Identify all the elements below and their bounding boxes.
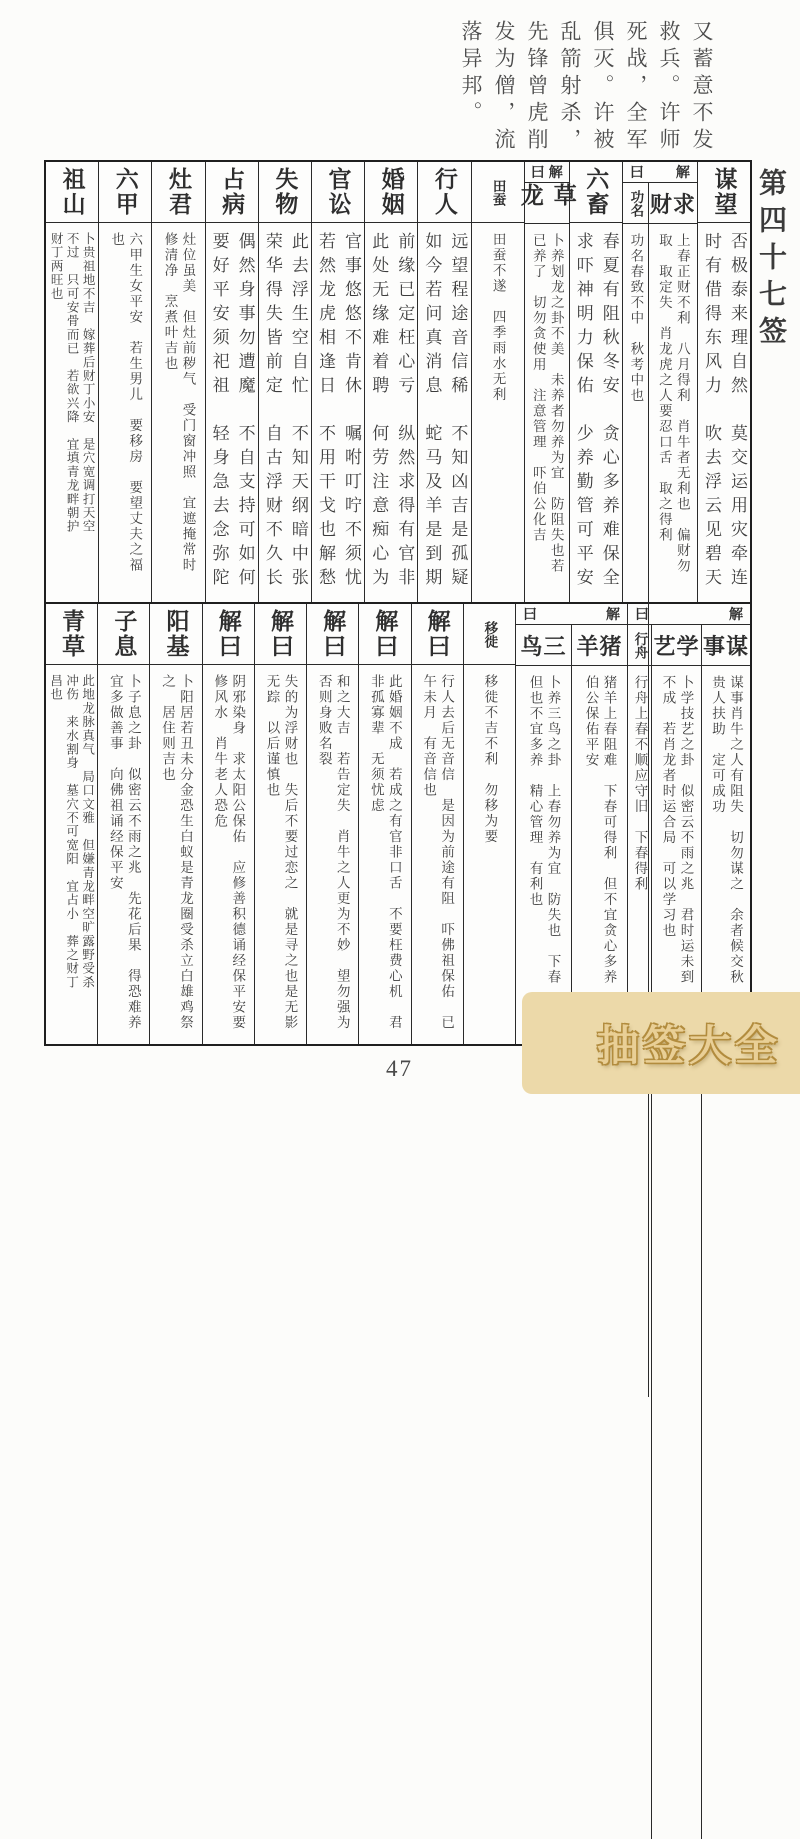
- header-caiqiu: 财求: [649, 183, 697, 224]
- cell-line: 行人去后无音信 是因为前途有阻 吓佛祖保佑 已: [437, 674, 455, 1044]
- col-zaojun: [151, 162, 204, 602]
- col-xingzhou: [628, 625, 651, 1839]
- jieyue-strip: [525, 162, 569, 183]
- col-guansong: [311, 162, 364, 602]
- cell-line: 昌也: [48, 674, 64, 1044]
- cell-line: 失的为浮财也 失后不要过恋之 就是寻之也是无影: [280, 674, 298, 1044]
- cell-line: 修风水 肖牛老人恐危: [210, 674, 228, 1044]
- cell-line: 上春正财不利 八月得利 肖牛者无利也 偏财勿: [673, 233, 691, 1397]
- col-mouwang: [697, 162, 750, 602]
- cell-line: 求吓神明力保佑 少养勤管可平安: [570, 232, 596, 602]
- cell-line: 春夏有阻秋冬安 贪心多养难保全: [596, 232, 622, 602]
- cell-line: 行舟上春不顺应守旧 下春得利: [630, 675, 648, 1839]
- header-jieyue-5: 解曰: [412, 604, 463, 665]
- col-zushan: [46, 162, 98, 602]
- cell-line: 荣华得失皆前定 自古浮财不久长: [259, 232, 285, 602]
- jieyue-right: 解: [676, 162, 690, 182]
- cell-line: 卜阳居若丑未分金恐生白蚁是青龙圈受杀立白雄鸡祭: [176, 674, 194, 1044]
- jieyue-left: 曰: [635, 604, 649, 624]
- cell-line: 否则身败名裂: [315, 674, 333, 1044]
- header-qingcao: 青草: [46, 604, 97, 665]
- cell-line: 但也不宜多养 精心管理 有利也: [525, 675, 543, 1044]
- group-caolong: [524, 162, 569, 602]
- cell-line: 如今若问真消息 蛇马及羊是到期: [418, 232, 444, 602]
- header-tiancan: 田蚕: [472, 162, 524, 223]
- cell-line: 田蚕不遂 四季雨水无利: [489, 232, 507, 602]
- cell-line: 贵人扶助 定可成功: [708, 675, 726, 1839]
- header-shiwu: 失物: [259, 162, 311, 223]
- group-xueyi-moushi: [627, 604, 750, 1044]
- cell-line: 不过 只可安骨而已 若欲兴降 宜填青龙畔朝护: [64, 232, 80, 602]
- cell-line: 猪羊上春阻难 下春可得利 但不宜贪心多养: [599, 675, 617, 1044]
- col-tiancan: [471, 162, 524, 602]
- header-zhanbing: 占病: [206, 162, 258, 223]
- group-caiqiu: [622, 162, 697, 602]
- cell-line: 阴邪染身 求太阳公保佑 应修善积德诵经保平安要: [228, 674, 246, 1044]
- col-moushi: [701, 625, 750, 1839]
- cell-line: 功名春致不中 秋考中也: [626, 233, 644, 1397]
- cell-line: 远望程途音信稀 不知凶吉是孤疑: [444, 232, 470, 602]
- header-moushi: 事谋: [702, 625, 750, 666]
- cell-line: 修清净 烹煮叶吉也: [160, 232, 178, 602]
- col-shiwu: [258, 162, 311, 602]
- cell-line: 否极泰来理自然 莫交运用灾牵连: [724, 232, 750, 602]
- header-mouwang: 谋望: [698, 162, 750, 223]
- cell-line: 卜子息之卦 似密云不雨之兆 先花后果 得恐难养: [124, 674, 142, 1044]
- watermark-text: 抽签大全: [597, 1013, 781, 1073]
- cell-line: 取 取定失 肖龙虎之人要忍口舌 取之得利: [655, 233, 673, 1397]
- cell-line: 财丁两旺也: [48, 232, 64, 602]
- header-jieyue-4: 解曰: [359, 604, 410, 665]
- col-jieyue-2: [254, 604, 306, 1044]
- watermark-banner: [522, 992, 800, 1094]
- header-hunyin: 婚姻: [365, 162, 417, 223]
- header-gongming: 功名: [623, 183, 648, 224]
- jieyue-left: 曰: [531, 162, 545, 182]
- cell-line: 灶位虽美 但灶前秽气 受门窗冲照 宜遮掩常时: [178, 232, 196, 602]
- header-sanniao: 鸟三: [516, 625, 571, 666]
- cell-line: 和之大吉 若告定失 肖牛之人更为不妙 望勿强为: [333, 674, 351, 1044]
- header-zhuyang: 羊猪: [572, 625, 627, 666]
- header-xingren: 行人: [418, 162, 470, 223]
- header-liuchu: 六畜: [570, 162, 622, 223]
- cell-line: 若然龙虎相逢日 不用干戈也解愁: [312, 232, 338, 602]
- cell-line: 宜多做善事 向佛祖诵经保平安: [106, 674, 124, 1044]
- col-liuchu: [569, 162, 622, 602]
- cell-line: 六甲生女平安 若生男儿 要移房 要望丈夫之福: [125, 232, 143, 602]
- header-jieyue-2: 解曰: [255, 604, 306, 665]
- header-xueyi: 艺学: [652, 625, 701, 666]
- jieyue-right: 解: [606, 604, 620, 624]
- cell-line: 此去浮生空自忙 不知天纲暗中张: [285, 232, 311, 602]
- col-yixi: [463, 604, 515, 1044]
- cell-line: 卜养划龙之卦不美 未养者勿养为宜 防阻失也若: [547, 233, 565, 1397]
- col-jieyue-1: [202, 604, 254, 1044]
- cell-line: 无踪 以后谨慎也: [262, 674, 280, 1044]
- col-jieyue-4: [358, 604, 410, 1044]
- cell-line: 伯公保佑平安: [581, 675, 599, 1044]
- cell-line: 谋事肖牛之人有阻失 切勿谋之 余者候交秋: [726, 675, 744, 1839]
- header-guansong: 官讼: [312, 162, 364, 223]
- fortune-table: [44, 160, 752, 1046]
- jieyue-right: 解: [549, 162, 563, 182]
- page-number: 47: [386, 1056, 413, 1082]
- col-zhanbing: [205, 162, 258, 602]
- col-zhuyang: [571, 625, 627, 1044]
- jieyue-strip: [628, 604, 750, 625]
- cell-line: 时有借得东风力 吹去浮云见碧天: [698, 232, 724, 602]
- col-qingcao: [46, 604, 97, 1044]
- cell-line: 此婚姻不成 若成之有官非口舌 不要枉费心机 君: [385, 674, 403, 1044]
- header-yangji: 阳基: [150, 604, 201, 665]
- cell-line: 卜学技艺之卦 似密云不雨之兆 君时运未到: [676, 675, 694, 1839]
- cell-line: 也: [107, 232, 125, 602]
- jieyue-left: 曰: [523, 604, 537, 624]
- table-section-2: [46, 602, 750, 1044]
- cell-line: 之 居住则吉也: [158, 674, 176, 1044]
- jieyue-right: 解: [729, 604, 743, 624]
- jieyue-strip: [623, 162, 697, 183]
- cell-line: 非孤寡辈 无须忧虑: [367, 674, 385, 1044]
- col-xingren: [417, 162, 470, 602]
- cell-line: 此地龙脉真气 局口文雅 但嫌青龙畔空旷露野受杀: [80, 674, 96, 1044]
- cell-line: 要好平安须祀祖 轻身急去念弥陀: [206, 232, 232, 602]
- col-liujia: [98, 162, 151, 602]
- header-caolong: 草龙: [525, 183, 569, 224]
- story-text: 又蓄意不发救兵。许师死战，全军俱灭。许被乱箭射杀，先锋曾虎削发为僧，流落异邦。: [454, 20, 718, 170]
- cell-line: 此处无缘难着聘 何劳注意痴心为: [365, 232, 391, 602]
- cell-line: 卜养三鸟之卦 上春勿养为宜 防失也 下春: [543, 675, 561, 1044]
- header-zushan: 祖山: [46, 162, 98, 223]
- col-jieyue-5: [411, 604, 463, 1044]
- header-liujia: 六甲: [99, 162, 151, 223]
- header-zixi: 子息: [98, 604, 149, 665]
- cell-line: 移徙不吉不利 勿移为要: [480, 674, 498, 1044]
- header-zaojun: 灶君: [152, 162, 204, 223]
- group-sanniao-zhuyang: [515, 604, 627, 1044]
- cell-line: 午未月 有音信也: [419, 674, 437, 1044]
- cell-line: 前缘已定枉心亏 纵然求得有官非: [391, 232, 417, 602]
- col-hunyin: [364, 162, 417, 602]
- cell-line: 不成 若肖龙者时运合局 可以学习也: [658, 675, 676, 1839]
- header-xingzhou: 行舟: [628, 625, 651, 666]
- header-yixi: 移徙: [464, 604, 515, 665]
- header-jieyue-1: 解曰: [203, 604, 254, 665]
- cell-line: 卜贵祖地不吉 嫁葬后财丁小安 是穴宽调打天空: [80, 232, 96, 602]
- sign-title: 第四十七签: [750, 168, 790, 353]
- col-sanniao: [516, 625, 571, 1044]
- cell-line: 官事悠悠不肯休 嘱咐叮咛不须忧: [338, 232, 364, 602]
- cell-line: 已养了 切勿贪使用 注意管理 吓伯公化吉: [529, 233, 547, 1397]
- jieyue-strip: [516, 604, 627, 625]
- col-jieyue-3: [306, 604, 358, 1044]
- col-zixi: [97, 604, 149, 1044]
- col-yangji: [149, 604, 201, 1044]
- cell-line: 偶然身事勿遭魔 不自支持可如何: [232, 232, 258, 602]
- col-xueyi: [651, 625, 701, 1839]
- header-jieyue-3: 解曰: [307, 604, 358, 665]
- cell-line: 冲伤 来水割身 墓穴不可宽阳 宜占小 葬之财丁: [64, 674, 80, 1044]
- jieyue-left: 曰: [630, 162, 644, 182]
- table-section-1: [46, 162, 750, 602]
